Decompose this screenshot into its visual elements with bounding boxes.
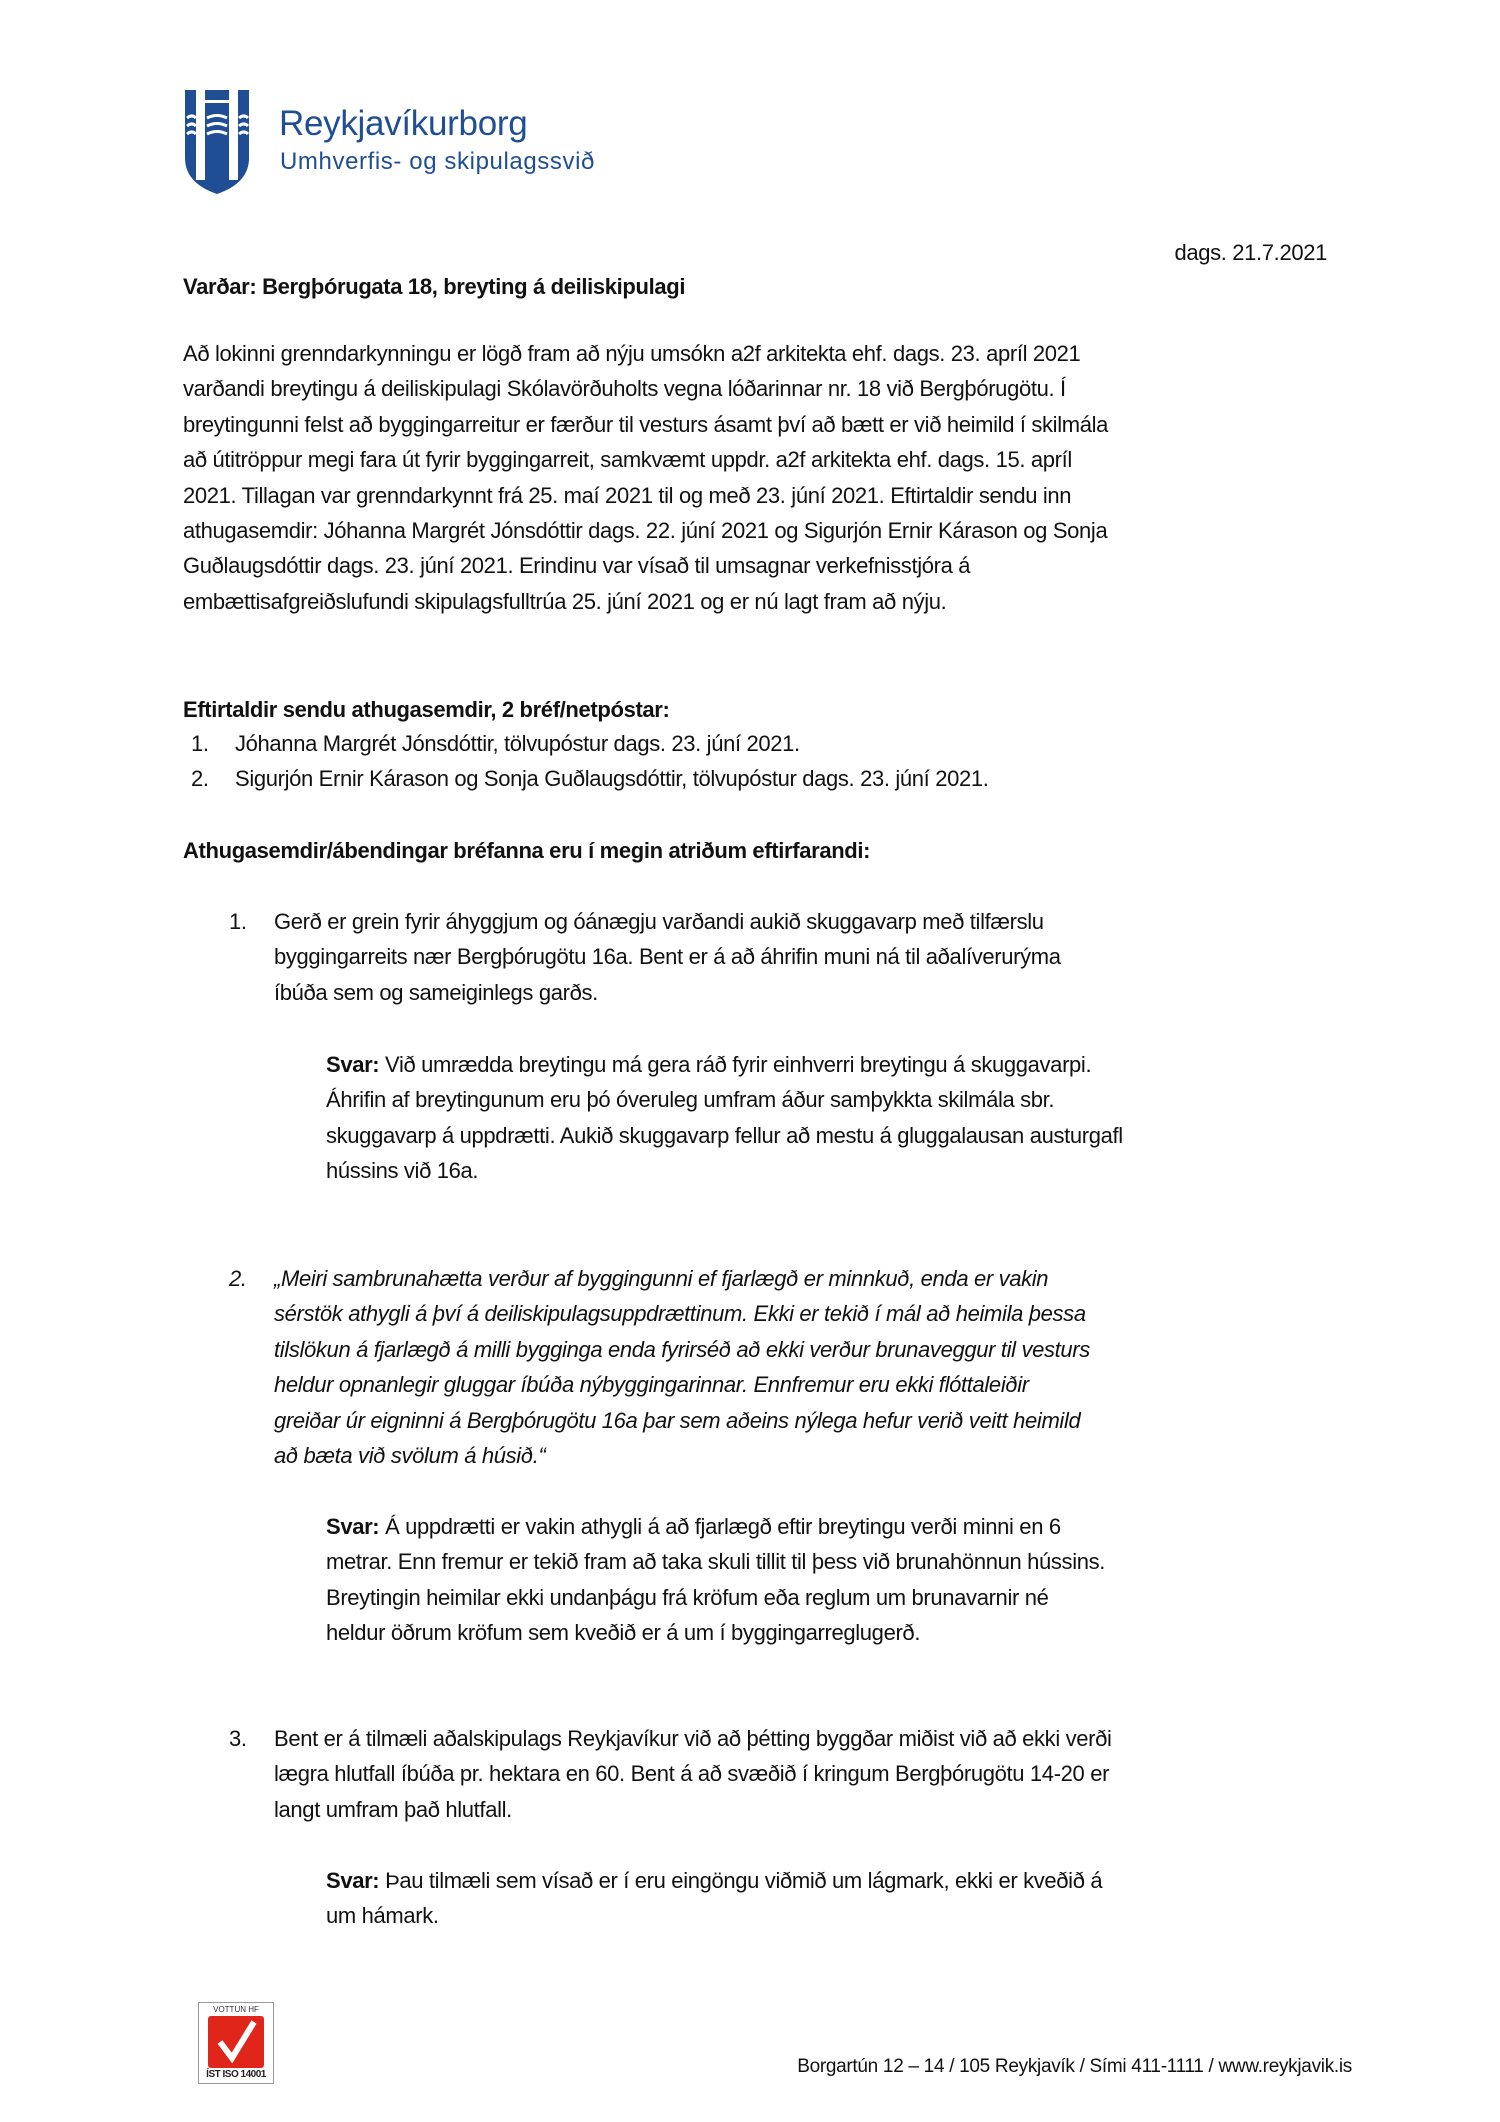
list-item [183, 726, 1333, 761]
text-line: að útitröppur megi fara út fyrir byggingarreit, samkvæmt uppdr. a2f arkitekta ehf. dags. 15. apríl [183, 447, 1072, 473]
text-line: heldur öðrum kröfum sem kveðið er á um í byggingarreglugerð. [326, 1620, 921, 1646]
text-line: byggingarreits nær Bergþórugötu 16a. Bent er á að áhrifin muni ná til aðalíverurýma [274, 944, 1061, 970]
text-line: langt umfram það hlutfall. [274, 1796, 512, 1822]
comment-item-2 [229, 1261, 1090, 1473]
comment-item-1 [229, 904, 1061, 1010]
list-text: Sigurjón Ernir Kárason og Sonja Guðlaugsdóttir, tölvupóstur dags. 23. júní 2021. [235, 766, 989, 791]
answer-label: Svar: [326, 1868, 380, 1893]
iso-certification-logo [198, 2002, 274, 2084]
coat-of-arms-icon [183, 88, 251, 196]
text-line: Áhrifin af breytingunum eru þó óveruleg umfram áður samþykkta skilmála sbr. [326, 1087, 1055, 1113]
comment-number: 1. [229, 909, 247, 934]
comments-heading: Athugasemdir/ábendingar bréfanna eru í megin atriðum eftirfarandi: [183, 838, 871, 863]
subject-heading: Varðar: Bergþórugata 18, breyting á deiliskipulagi [183, 274, 686, 299]
text-line: tilslökun á fjarlægð á milli bygginga enda fyrirséð að ekki verður brunaveggur til vesturs [274, 1336, 1090, 1362]
answer-label: Svar: [326, 1052, 380, 1077]
senders-list [183, 726, 1333, 798]
text-line: íbúða sem og sameiginlegs garðs. [274, 979, 598, 1005]
answer-2 [326, 1509, 1105, 1651]
text-line: heldur opnanlegir gluggar íbúða nýbyggingarinnar. Ennfremur eru ekki flóttaleiðir [274, 1372, 1029, 1398]
text-line: að bæta við svölum á húsið.“ [274, 1443, 546, 1469]
text-line: breytingunni felst að byggingarreitur er færður til vesturs ásamt því að bætt er við heimild í skilmála [183, 411, 1109, 437]
intro-paragraph [183, 336, 1108, 619]
text-line: hússins við 16a. [326, 1158, 479, 1184]
text-line: varðandi breytingu á deiliskipulagi Skólavörðuholts vegna lóðarinnar nr. 18 við Bergþórugötu. Í [183, 376, 1066, 402]
footer-address: Borgartún 12 – 14 / 105 Reykjavík / Sími 411-1111 / www.reykjavik.is [797, 2056, 1352, 2077]
text-line: Á uppdrætti er vakin athygli á að fjarlægð eftir breytingu verði minni en 6 [385, 1514, 1061, 1539]
list-number: 1. [191, 731, 209, 756]
text-line: athugasemdir: Jóhanna Margrét Jónsdóttir dags. 22. júní 2021 og Sigurjón Ernir Kárason og Sonja [183, 518, 1108, 544]
text-line: embættisafgreiðslufundi skipulagsfulltrúa 25. júní 2021 og er nú lagt fram að nýju. [183, 588, 947, 614]
text-line: sérstök athygli á því á deiliskipulagsuppdrættinum. Ekki er tekið í mál að heimila þessa [274, 1301, 1086, 1327]
text-line: „Meiri sambrunahætta verður af byggingunni ef fjarlægð er minnkuð, enda er vakin [274, 1266, 1049, 1291]
text-line: Bent er á tilmæli aðalskipulags Reykjavíkur við að þétting byggðar miðist við að ekki verði [274, 1726, 1112, 1751]
text-line: metrar. Enn fremur er tekið fram að taka skuli tillit til þess við brunahönnun hússins. [326, 1549, 1106, 1575]
answer-label: Svar: [326, 1514, 380, 1539]
document-date: dags. 21.7.2021 [1174, 240, 1327, 265]
list-number: 2. [191, 766, 209, 791]
iso-logo-top-text: VOTTUN HF [213, 2005, 259, 2014]
text-line: um hámark. [326, 1903, 439, 1929]
iso-logo-bottom-text: ÍST ISO 14001 [206, 2069, 266, 2080]
list-item [183, 761, 1333, 796]
reykjavik-logo [183, 88, 251, 201]
department-name: Umhverfis- og skipulagssvið [280, 148, 595, 175]
answer-3 [326, 1863, 1102, 1934]
text-line: Breytingin heimilar ekki undanþágu frá kröfum eða reglum um brunavarnir né [326, 1584, 1049, 1610]
text-line: lægra hlutfall íbúða pr. hektara en 60. Bent á að svæðið í kringum Bergþórugötu 14-20 er [274, 1761, 1110, 1787]
text-line: Við umrædda breytingu má gera ráð fyrir einhverri breytingu á skuggavarpi. [379, 1052, 1092, 1077]
checkmark-icon [208, 2016, 264, 2068]
text-line: Að lokinni grenndarkynningu er lögð fram að nýju umsókn a2f arkitekta ehf. dags. 23. apríl 2021 [183, 341, 1081, 366]
text-line: Gerð er grein fyrir áhyggjum og óánægju varðandi aukið skuggavarp með tilfærslu [274, 909, 1044, 934]
comment-number: 3. [229, 1726, 247, 1751]
org-name: Reykjavíkurborg [279, 104, 528, 143]
comment-number: 2. [229, 1266, 247, 1291]
text-line: skuggavarp á uppdrætti. Aukið skuggavarp fellur að mestu á gluggalausan austurgafl [326, 1122, 1123, 1148]
text-line: Þau tilmæli sem vísað er í eru eingöngu viðmið um lágmark, ekki er kveðið á [385, 1868, 1103, 1893]
list-text: Jóhanna Margrét Jónsdóttir, tölvupóstur dags. 23. júní 2021. [235, 731, 800, 756]
answer-1 [326, 1047, 1123, 1189]
senders-heading: Eftirtaldir sendu athugasemdir, 2 bréf/netpóstar: [183, 697, 670, 722]
text-line: Guðlaugsdóttir dags. 23. júní 2021. Erindinu var vísað til umsagnar verkefnisstjóra á [183, 553, 971, 579]
text-line: greiðar úr eigninni á Bergþórugötu 16a þar sem aðeins nýlega hefur verið veitt heimild [274, 1407, 1081, 1433]
text-line: 2021. Tillagan var grenndarkynnt frá 25. maí 2021 til og með 23. júní 2021. Eftirtaldir sendu inn [183, 482, 1072, 508]
comment-item-3 [229, 1721, 1112, 1827]
